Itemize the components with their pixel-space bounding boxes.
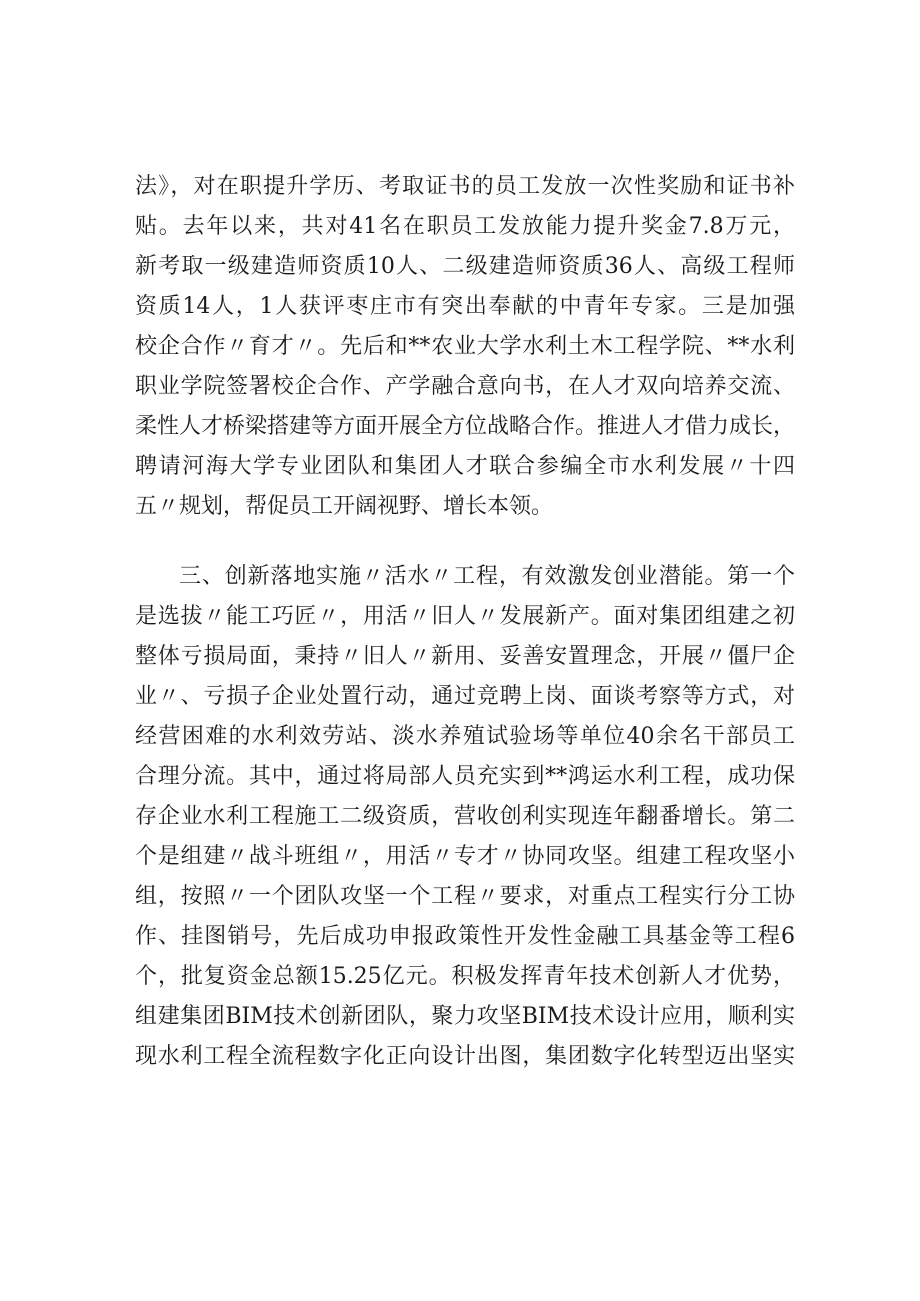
text-line: 存企业水利工程施工二级资质，营收创利实现连年翻番增长。第二 xyxy=(135,804,795,829)
text-line: 业〃、亏损子企业处置行动，通过竞聘上岗、面谈考察等方式，对 xyxy=(135,684,795,709)
text-line: 组，按照〃一个团队攻坚一个工程〃要求，对重点工程实行分工协 xyxy=(135,884,795,909)
text-line: 法》，对在职提升学历、考取证书的员工发放一次性奖励和证书补 xyxy=(135,174,795,199)
text-line: 组建集团BIM技术创新团队，聚力攻坚BIM技术设计应用，顺利实 xyxy=(135,1004,795,1029)
text-line: 经营困难的水利效劳站、淡水养殖试验场等单位40余名干部员工 xyxy=(135,724,795,749)
text-line: 职业学院签署校企合作、产学融合意向书，在人才双向培养交流、 xyxy=(135,374,795,399)
text-line: 整体亏损局面，秉持〃旧人〃新用、妥善安置理念，开展〃僵尸企 xyxy=(135,644,795,669)
text-line: 五〃规划，帮促员工开阔视野、增长本领。 xyxy=(135,494,554,519)
text-line: 柔性人才桥梁搭建等方面开展全方位战略合作。推进人才借力成长， xyxy=(135,414,796,439)
text-line: 新考取一级建造师资质10人、二级建造师资质36人、高级工程师 xyxy=(135,254,795,279)
text-line: 是选拔〃能工巧匠〃，用活〃旧人〃发展新产。面对集团组建之初 xyxy=(135,604,795,629)
text-line: 合理分流。其中，通过将局部人员充实到**鸿运水利工程，成功保 xyxy=(135,764,795,789)
text-line: 个，批复资金总额15.25亿元。积极发挥青年技术创新人才优势， xyxy=(135,964,795,989)
text-line: 三、创新落地实施〃活水〃工程，有效激发创业潜能。第一个 xyxy=(179,564,795,589)
text-line: 作、挂图销号，先后成功申报政策性开发性金融工具基金等工程6 xyxy=(135,924,795,949)
text-line: 个是组建〃战斗班组〃，用活〃专才〃协同攻坚。组建工程攻坚小 xyxy=(135,844,795,869)
text-line: 校企合作〃育才〃。先后和**农业大学水利土木工程学院、**水利 xyxy=(135,334,795,359)
text-line: 现水利工程全流程数字化正向设计出图，集团数字化转型迈出坚实 xyxy=(135,1044,795,1069)
text-line: 贴。去年以来，共对41名在职员工发放能力提升奖金7.8万元， xyxy=(135,214,795,239)
text-line: 聘请河海大学专业团队和集团人才联合参编全市水利发展〃十四 xyxy=(135,454,795,479)
text-line: 资质14人，1人获评枣庄市有突出奉献的中青年专家。三是加强 xyxy=(135,294,795,319)
